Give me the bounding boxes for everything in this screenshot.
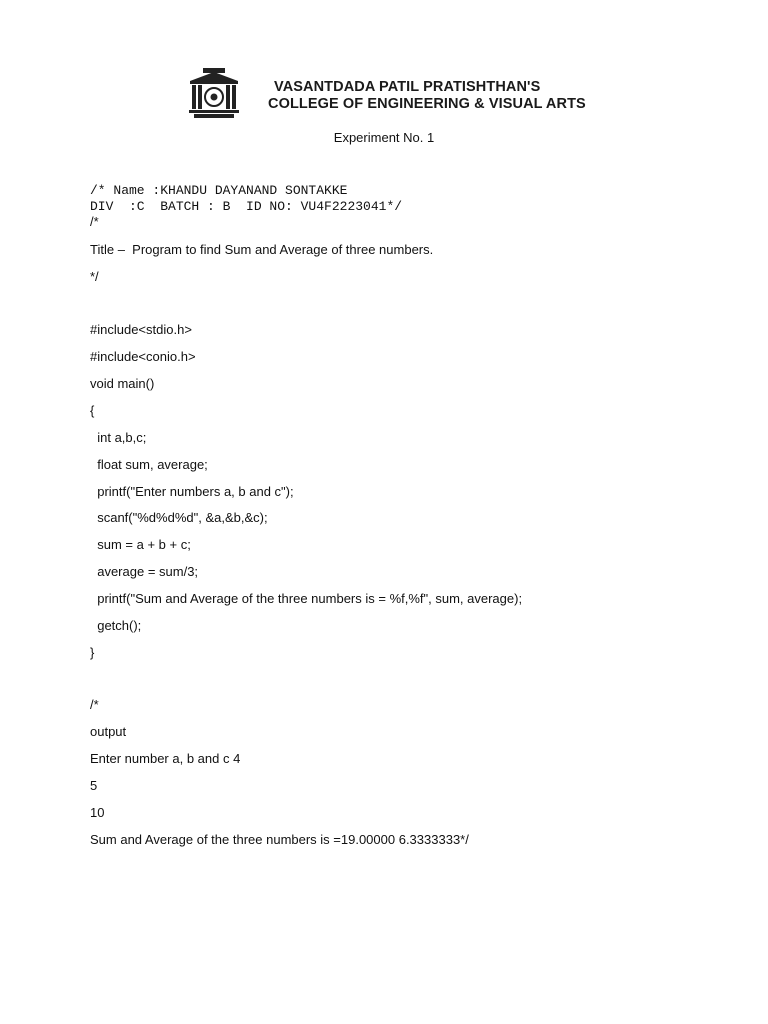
college-logo-icon bbox=[186, 66, 242, 120]
college-name-line1: VASANTDADA PATIL PRATISHTHAN'S bbox=[274, 79, 541, 95]
comment-open: /* bbox=[90, 214, 99, 229]
output-line: 10 bbox=[90, 805, 105, 820]
output-line: 5 bbox=[90, 778, 98, 793]
college-header bbox=[186, 66, 596, 120]
code-line: int a,b,c; bbox=[90, 430, 147, 445]
experiment-title: Experiment No. 1 bbox=[333, 130, 435, 145]
code-line: float sum, average; bbox=[90, 457, 208, 472]
program-title: Title – Program to find Sum and Average of three numbers. bbox=[90, 242, 434, 257]
output-line: Sum and Average of the three numbers is =19.00000 6.3333333*/ bbox=[90, 832, 469, 847]
college-name-line2: COLLEGE OF ENGINEERING & VISUAL ARTS bbox=[268, 96, 586, 112]
output-line: output bbox=[90, 724, 127, 739]
code-line: #include<conio.h> bbox=[90, 349, 196, 364]
code-line: #include<stdio.h> bbox=[90, 322, 192, 337]
output-line: Enter number a, b and c 4 bbox=[90, 751, 241, 766]
code-line: getch(); bbox=[90, 618, 142, 633]
code-line: { bbox=[90, 403, 95, 418]
code-line: scanf("%d%d%d", &a,&b,&c); bbox=[90, 510, 268, 525]
code-line: average = sum/3; bbox=[90, 564, 199, 579]
output-line: /* bbox=[90, 697, 99, 712]
student-name-line: /* Name :KHANDU DAYANAND SONTAKKE bbox=[90, 183, 348, 198]
code-line: printf("Enter numbers a, b and c"); bbox=[90, 484, 294, 499]
code-line: sum = a + b + c; bbox=[90, 537, 191, 552]
student-div-line: DIV :C BATCH : B ID NO: VU4F2223041*/ bbox=[90, 199, 403, 214]
code-line: } bbox=[90, 645, 95, 660]
comment-close: */ bbox=[90, 269, 99, 284]
code-line: printf("Sum and Average of the three numbers is = %f,%f", sum, average); bbox=[90, 591, 523, 606]
college-name bbox=[268, 79, 586, 113]
code-line: void main() bbox=[90, 376, 155, 391]
